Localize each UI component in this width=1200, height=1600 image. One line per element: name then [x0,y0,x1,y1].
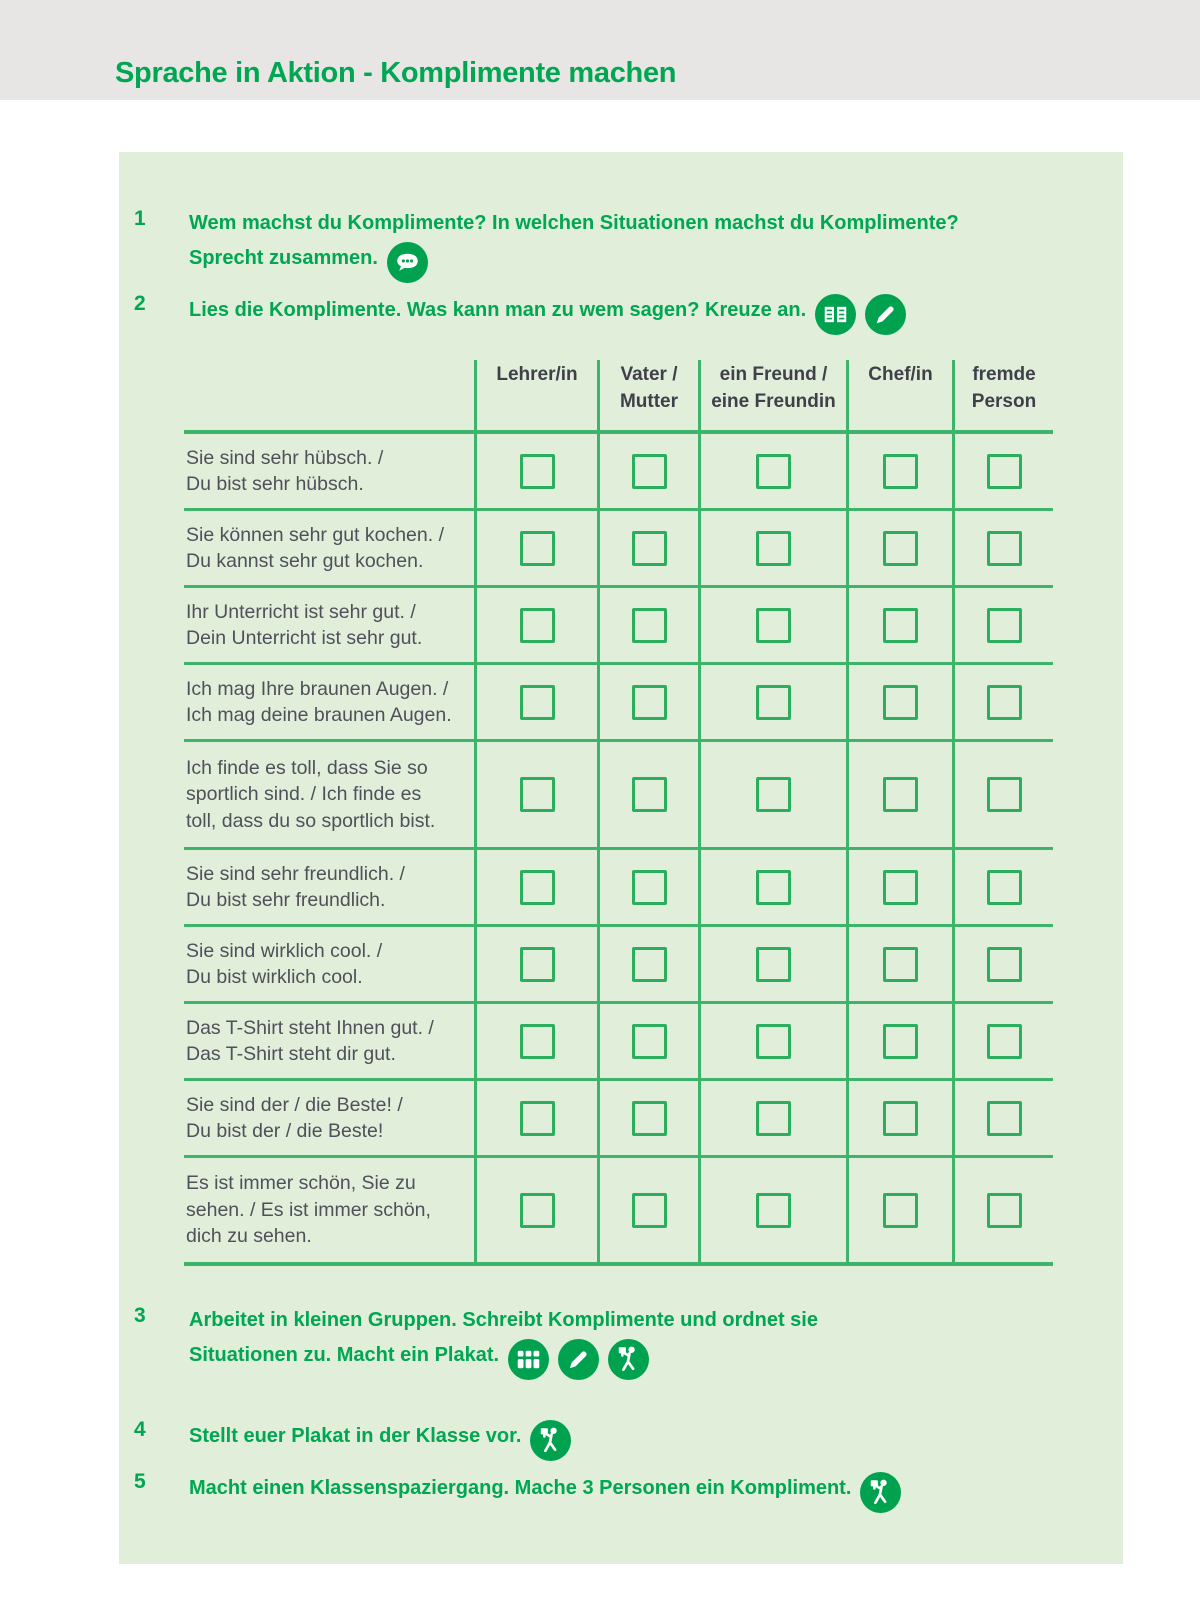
table-row-1 [184,434,1053,511]
exercise-4-text [189,1418,1113,1455]
cell-2-vater-mutter [597,511,698,585]
cell-6-freund-freundin [698,850,846,924]
exercise-1-text [189,207,1113,277]
book-icon [815,294,856,335]
exercise-3-line-2: Situationen zu. Macht ein Plakat. [189,1344,500,1366]
cell-3-fremde-person [952,588,1053,662]
column-header-lehrer: Lehrer/in [474,360,597,430]
checkbox-row3-chef[interactable] [883,608,918,643]
checkbox-row7-fremde-person[interactable] [987,947,1022,982]
cell-3-chef [846,588,952,662]
cell-4-chef [846,665,952,739]
checkbox-row10-fremde-person[interactable] [987,1193,1022,1228]
cell-1-chef [846,434,952,508]
checkbox-row2-vater-mutter[interactable] [632,531,667,566]
compliment-text-6: Sie sind sehr freundlich. / Du bist sehr freundlich. [186,862,405,911]
column-header-fremde-person: fremde Person [952,360,1053,430]
checkbox-row2-lehrer[interactable] [520,531,555,566]
cell-9-lehrer [474,1081,597,1155]
speech-bubble-icon [387,242,428,283]
checkbox-row9-lehrer[interactable] [520,1101,555,1136]
checkbox-row7-lehrer[interactable] [520,947,555,982]
exercise-1-line-2: Sprecht zusammen. [189,247,378,269]
cell-9-chef [846,1081,952,1155]
checkbox-row9-freund-freundin[interactable] [756,1101,791,1136]
checkbox-row4-chef[interactable] [883,685,918,720]
checkbox-row3-fremde-person[interactable] [987,608,1022,643]
cell-8-lehrer [474,1004,597,1078]
checkbox-row1-vater-mutter[interactable] [632,454,667,489]
checkbox-row4-lehrer[interactable] [520,685,555,720]
table-row-10 [184,1158,1053,1266]
cell-1-lehrer [474,434,597,508]
presenter-icon [530,1420,571,1461]
compliment-text-4: Ich mag Ihre braunen Augen. / Ich mag deine braunen Augen. [186,677,452,726]
exercise-4 [134,1418,1113,1455]
exercise-3-line-1: Arbeitet in kleinen Gruppen. Schreibt Komplimente und ordnet sie [189,1309,818,1331]
exercise-2-text [189,292,1113,329]
page-title: Sprache in Aktion - Komplimente machen [115,57,677,89]
checkbox-row8-freund-freundin[interactable] [756,1024,791,1059]
checkbox-row6-chef[interactable] [883,870,918,905]
cell-5-vater-mutter [597,742,698,847]
table-corner-cell [184,360,474,430]
checkbox-row3-lehrer[interactable] [520,608,555,643]
exercise-3-text [189,1304,1113,1374]
compliment-text-10: Es ist immer schön, Sie zu sehen. / Es ist immer schön, dich zu sehen. [186,1172,431,1248]
checkbox-row1-lehrer[interactable] [520,454,555,489]
cell-2-freund-freundin [698,511,846,585]
group-icon [508,1339,549,1380]
checkbox-row5-chef[interactable] [883,777,918,812]
table-header-row [184,360,1053,434]
exercise-1-line-1: Wem machst du Komplimente? In welchen Situationen machst du Komplimente? [189,212,959,234]
cell-5-fremde-person [952,742,1053,847]
checkbox-row7-vater-mutter[interactable] [632,947,667,982]
presenter-icon [860,1472,901,1513]
cell-9-fremde-person [952,1081,1053,1155]
checkbox-row10-vater-mutter[interactable] [632,1193,667,1228]
checkbox-row6-freund-freundin[interactable] [756,870,791,905]
compliment-text-7: Sie sind wirklich cool. / Du bist wirklich cool. [186,939,383,988]
cell-3-lehrer [474,588,597,662]
cell-3-vater-mutter [597,588,698,662]
cell-8-chef [846,1004,952,1078]
cell-9-freund-freundin [698,1081,846,1155]
table-row-5 [184,742,1053,850]
checkbox-row5-fremde-person[interactable] [987,777,1022,812]
cell-6-chef [846,850,952,924]
compliment-text-3: Ihr Unterricht ist sehr gut. / Dein Unterricht ist sehr gut. [186,600,423,649]
cell-5-freund-freundin [698,742,846,847]
compliment-text-1: Sie sind sehr hübsch. / Du bist sehr hübsch. [186,446,384,495]
cell-6-vater-mutter [597,850,698,924]
cell-2-fremde-person [952,511,1053,585]
checkbox-row6-lehrer[interactable] [520,870,555,905]
checkbox-row6-fremde-person[interactable] [987,870,1022,905]
cell-10-lehrer [474,1158,597,1262]
cell-6-lehrer [474,850,597,924]
pencil-icon [865,294,906,335]
checkbox-row6-vater-mutter[interactable] [632,870,667,905]
column-header-freund-freundin: ein Freund / eine Freundin [698,360,846,430]
cell-7-chef [846,927,952,1001]
cell-10-fremde-person [952,1158,1053,1262]
checkbox-row7-chef[interactable] [883,947,918,982]
cell-2-lehrer [474,511,597,585]
table-row-4 [184,665,1053,742]
checkbox-row9-vater-mutter[interactable] [632,1101,667,1136]
cell-8-fremde-person [952,1004,1053,1078]
checkbox-row2-freund-freundin[interactable] [756,531,791,566]
checkbox-row4-freund-freundin[interactable] [756,685,791,720]
cell-10-chef [846,1158,952,1262]
worksheet-panel [119,152,1123,1564]
exercise-2-line-1: Lies die Komplimente. Was kann man zu wem sagen? Kreuze an. [189,299,807,321]
cell-9-vater-mutter [597,1081,698,1155]
cell-7-lehrer [474,927,597,1001]
cell-8-vater-mutter [597,1004,698,1078]
table-row-9 [184,1081,1053,1158]
cell-4-vater-mutter [597,665,698,739]
exercise-2 [134,292,1113,329]
checkbox-row1-freund-freundin[interactable] [756,454,791,489]
cell-8-freund-freundin [698,1004,846,1078]
column-header-chef: Chef/in [846,360,952,430]
checkbox-row5-freund-freundin[interactable] [756,777,791,812]
cell-3-freund-freundin [698,588,846,662]
table-row-8 [184,1004,1053,1081]
cell-4-lehrer [474,665,597,739]
cell-5-chef [846,742,952,847]
exercise-1 [134,207,1113,277]
exercise-4-line-1: Stellt euer Plakat in der Klasse vor. [189,1425,522,1447]
checkbox-row8-chef[interactable] [883,1024,918,1059]
cell-7-fremde-person [952,927,1053,1001]
checkbox-row10-lehrer[interactable] [520,1193,555,1228]
column-header-vater-mutter: Vater / Mutter [597,360,698,430]
exercise-5-number: 5 [134,1470,146,1493]
compliment-text-2: Sie können sehr gut kochen. / Du kannst sehr gut kochen. [186,523,445,572]
exercise-5 [134,1470,1113,1507]
cell-1-freund-freundin [698,434,846,508]
cell-6-fremde-person [952,850,1053,924]
checkbox-row5-vater-mutter[interactable] [632,777,667,812]
checkbox-row5-lehrer[interactable] [520,777,555,812]
checkbox-row2-chef[interactable] [883,531,918,566]
exercise-4-number: 4 [134,1418,146,1441]
exercise-5-text [189,1470,1113,1507]
cell-1-fremde-person [952,434,1053,508]
checkbox-row3-freund-freundin[interactable] [756,608,791,643]
exercise-1-number: 1 [134,207,146,230]
checkbox-row8-lehrer[interactable] [520,1024,555,1059]
exercise-3 [134,1304,1113,1374]
compliment-text-9: Sie sind der / die Beste! / Du bist der / die Beste! [186,1093,403,1142]
cell-7-vater-mutter [597,927,698,1001]
cell-4-fremde-person [952,665,1053,739]
table-row-6 [184,850,1053,927]
presenter-icon [608,1339,649,1380]
checkbox-row10-freund-freundin[interactable] [756,1193,791,1228]
cell-7-freund-freundin [698,927,846,1001]
table-row-2 [184,511,1053,588]
exercise-3-number: 3 [134,1304,146,1327]
checkbox-row9-fremde-person[interactable] [987,1101,1022,1136]
checkbox-row2-fremde-person[interactable] [987,531,1022,566]
compliment-text-5: Ich finde es toll, dass Sie so sportlich sind. / Ich finde es toll, dass du so sportlich bist. [186,756,436,832]
cell-10-freund-freundin [698,1158,846,1262]
checkbox-row1-fremde-person[interactable] [987,454,1022,489]
pencil-icon [558,1339,599,1380]
cell-10-vater-mutter [597,1158,698,1262]
checkbox-row8-fremde-person[interactable] [987,1024,1022,1059]
cell-1-vater-mutter [597,434,698,508]
checkbox-row8-vater-mutter[interactable] [632,1024,667,1059]
table-row-7 [184,927,1053,1004]
checkbox-row4-fremde-person[interactable] [987,685,1022,720]
checkbox-row3-vater-mutter[interactable] [632,608,667,643]
compliment-text-8: Das T-Shirt steht Ihnen gut. / Das T-Shirt steht dir gut. [186,1016,434,1065]
exercise-5-line-1: Macht einen Klassenspaziergang. Mache 3 Personen ein Kompliment. [189,1477,852,1499]
checkbox-row7-freund-freundin[interactable] [756,947,791,982]
exercise-2-number: 2 [134,292,146,315]
checkbox-row10-chef[interactable] [883,1193,918,1228]
checkbox-row9-chef[interactable] [883,1101,918,1136]
cell-2-chef [846,511,952,585]
cell-4-freund-freundin [698,665,846,739]
cell-5-lehrer [474,742,597,847]
compliments-table [184,360,1053,1266]
checkbox-row4-vater-mutter[interactable] [632,685,667,720]
table-row-3 [184,588,1053,665]
checkbox-row1-chef[interactable] [883,454,918,489]
